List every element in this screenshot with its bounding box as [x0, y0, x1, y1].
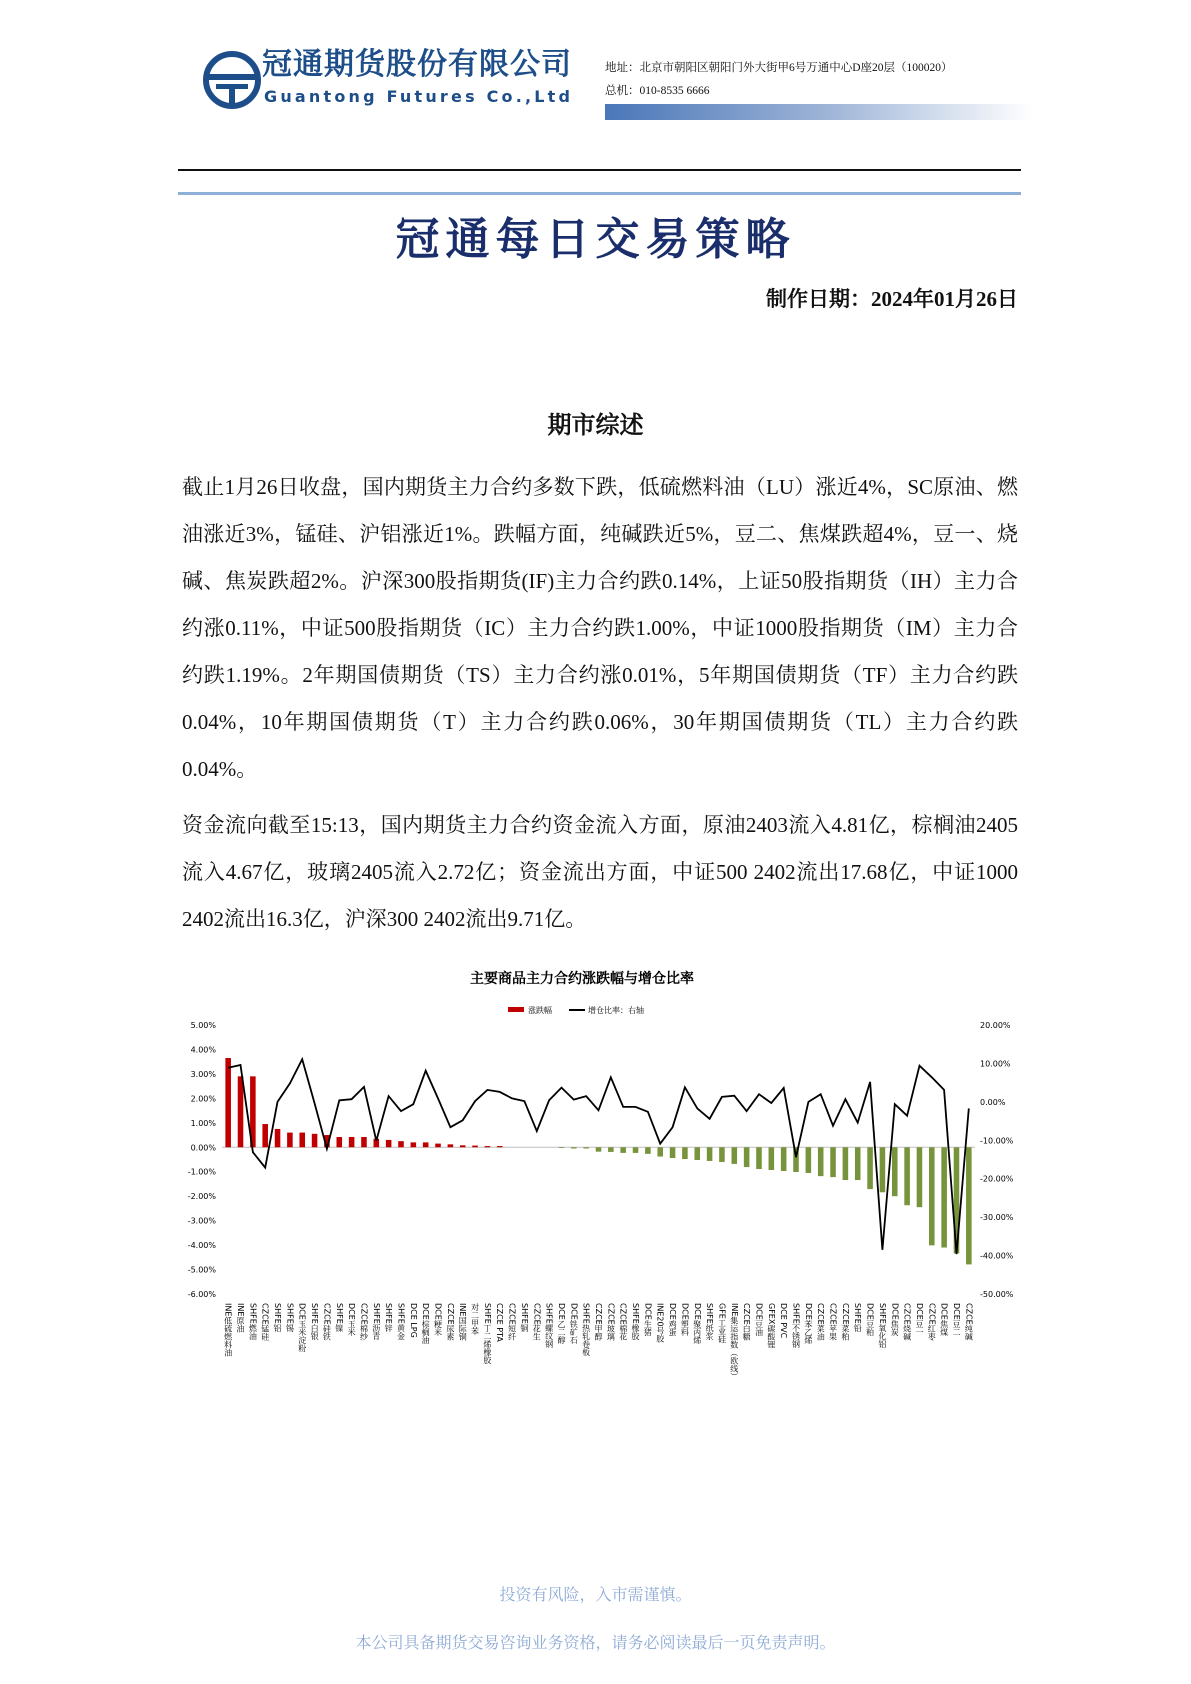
x-axis-label: DCE焦炭 [890, 1303, 900, 1336]
x-axis-label: DCE豆粕 [865, 1303, 875, 1336]
x-axis-label: DCE粳米 [433, 1303, 443, 1336]
bar [596, 1147, 602, 1151]
right-axis-tick-label: -40.00% [980, 1251, 1014, 1261]
bar [719, 1147, 725, 1162]
bar [312, 1134, 318, 1147]
x-axis-label: CZCE菜油 [816, 1303, 826, 1341]
x-axis-label: CZCE棉花 [618, 1303, 628, 1341]
x-axis-label: CZCE锰硅 [260, 1303, 270, 1341]
bar [411, 1142, 417, 1147]
risk-warning: 投资有风险，入市需谨慎。 [499, 1585, 692, 1604]
x-axis-label: CZCE硅铁 [322, 1303, 332, 1341]
bar [559, 1147, 565, 1148]
bar [941, 1147, 947, 1247]
x-axis-label: CZCE纯碱 [964, 1303, 974, 1341]
x-axis-label: GFE工业硅 [717, 1303, 727, 1343]
x-axis-label: SHFE沥青 [371, 1303, 381, 1340]
x-axis-label: DCE PVC [779, 1303, 789, 1339]
x-axis-label: DCE LPG [408, 1303, 418, 1338]
bar [843, 1147, 849, 1180]
x-axis-label: SHFE橡胶 [631, 1303, 641, 1340]
bar [386, 1140, 392, 1147]
divider [178, 192, 1021, 195]
bar [423, 1142, 429, 1147]
x-axis-label: CZCE玻璃 [606, 1303, 616, 1341]
bar [732, 1147, 738, 1164]
bar [275, 1129, 281, 1147]
x-axis-label: INE原油 [236, 1303, 246, 1333]
legend-swatch-bar [508, 1007, 524, 1012]
right-axis-tick-label: 10.00% [980, 1059, 1011, 1069]
x-axis-label: DCE玉米淀粉 [297, 1303, 307, 1352]
company-logo-icon [202, 48, 262, 112]
report-date: 制作日期：2024年01月26日 [766, 287, 1018, 311]
bar [460, 1145, 466, 1147]
right-axis-tick-label: -20.00% [980, 1174, 1014, 1184]
left-axis-tick-label: -6.00% [187, 1290, 216, 1299]
bar [880, 1147, 886, 1192]
bar [398, 1141, 404, 1147]
right-axis-tick-label: -30.00% [980, 1213, 1014, 1223]
x-axis-label: CZCE菜粕 [840, 1303, 850, 1341]
x-axis-label: INE低硫燃料油 [223, 1303, 233, 1357]
legend-label-line: 增仓比率：右轴 [588, 1006, 644, 1015]
chart-title: 主要商品主力合约涨跌幅与增仓比率 [470, 971, 694, 987]
bar [472, 1146, 478, 1148]
x-axis-label: SHFE锡 [285, 1303, 295, 1332]
x-axis-label: DCE玉米 [347, 1303, 357, 1336]
x-axis-label: DCE鸡蛋 [668, 1303, 678, 1336]
bar [238, 1076, 244, 1147]
x-axis-label: SHFE白银 [310, 1303, 320, 1340]
x-axis-label: DCE聚丙烯 [692, 1303, 702, 1344]
bar [769, 1147, 775, 1170]
bar [645, 1147, 651, 1154]
bar [448, 1144, 454, 1147]
x-axis-label: CZCE棉纱 [359, 1303, 369, 1341]
bar [435, 1144, 441, 1148]
bar [867, 1147, 873, 1189]
bar [744, 1147, 750, 1167]
left-axis-tick-label: -1.00% [187, 1167, 216, 1177]
x-axis-label: SHFE螺纹钢 [544, 1303, 554, 1348]
x-axis-label: SHFE锌 [384, 1303, 394, 1332]
x-axis-label: SHFE不锈钢 [791, 1303, 801, 1348]
left-axis-tick-label: 1.00% [190, 1118, 216, 1128]
x-axis-label: SHFE丁二烯橡胶 [482, 1303, 492, 1364]
left-axis-tick-label: -5.00% [187, 1265, 216, 1275]
bar [904, 1147, 910, 1205]
x-axis-label: INE20号胶 [655, 1303, 665, 1343]
x-axis-label: INE国际铜 [458, 1303, 468, 1341]
section-title: 期市综述 [547, 413, 644, 439]
x-axis-label: DCE铁矿石 [569, 1303, 579, 1344]
left-axis-tick-label: -2.00% [187, 1192, 216, 1202]
page-title: 冠通每日交易策略 [395, 215, 796, 264]
x-axis-label: SHFE镍 [334, 1303, 344, 1332]
bar [620, 1147, 626, 1153]
x-axis-label: CZCE白糖 [742, 1303, 752, 1341]
bar [361, 1137, 367, 1147]
bar [929, 1147, 935, 1245]
bar [287, 1133, 293, 1148]
left-axis-tick-label: 0.00% [190, 1143, 216, 1153]
x-axis-label: CZCE尿素 [445, 1303, 455, 1341]
x-axis-label: CZCE甲醇 [594, 1303, 603, 1341]
bar [830, 1147, 836, 1177]
chart-legend [508, 1005, 644, 1015]
x-axis-label: CZCE烧碱 [902, 1303, 912, 1341]
bar [966, 1147, 972, 1264]
report-body [182, 464, 1018, 1407]
bar [818, 1147, 824, 1176]
legend-label-bar: 涨跌幅 [528, 1006, 552, 1015]
bar [855, 1147, 861, 1180]
company-name-cn: 冠通期货股份有限公司 [262, 47, 572, 82]
x-axis-label: SHFE铝 [273, 1303, 283, 1332]
x-axis-label: CZCE红枣 [927, 1303, 937, 1341]
x-axis-label: SHFE燃油 [248, 1303, 258, 1340]
bar [917, 1147, 923, 1207]
bar [497, 1146, 503, 1147]
bar [225, 1058, 231, 1147]
left-axis-tick-label: 4.00% [190, 1045, 216, 1055]
x-axis-label: DCE生猪 [643, 1303, 653, 1336]
x-axis-label: DCE塑料 [680, 1303, 690, 1336]
left-axis-tick-label: -3.00% [187, 1216, 216, 1226]
bar [349, 1137, 355, 1147]
x-axis-label: DCE乙二醇 [556, 1303, 566, 1344]
left-axis-tick-label: 5.00% [190, 1021, 216, 1030]
x-axis-label: SHFE黄金 [396, 1303, 406, 1340]
paragraph: 资金流向截至15:13，国内期货主力合约资金流入方面，原油2403流入4.81亿，棕榈油2405流入4.67亿，玻璃2405流入2.72亿；资金流出方面，中证500 2402流出17.68亿，中证1000 2402流出16.3亿，沪深300 2402流出9.71亿。 [182, 813, 1018, 931]
x-axis-label: GFEX碳酸锂 [766, 1303, 776, 1349]
x-axis-label: DCE豆油 [754, 1303, 764, 1336]
x-axis-label: SHFE热轧卷板 [581, 1303, 591, 1356]
disclaimer: 本公司具备期货交易咨询业务资格，请务必阅读最后一页免责声明。 [355, 1633, 836, 1652]
x-axis-label: DCE棕榈油 [421, 1303, 431, 1344]
x-axis-label: DCE豆二 [951, 1303, 961, 1336]
right-axis-tick-label: 0.00% [980, 1097, 1006, 1107]
x-axis-label: DCE苯乙烯 [803, 1303, 813, 1344]
chart [182, 957, 1018, 1407]
x-axis-label: DCE焦煤 [939, 1303, 949, 1336]
x-axis-label: SHFE铜 [519, 1303, 529, 1332]
bar [583, 1147, 589, 1148]
left-axis-tick-label: 2.00% [190, 1094, 216, 1104]
paragraph: 截止1月26日收盘，国内期货主力合约多数下跌，低硫燃料油（LU）涨近4%，SC原油、燃油涨近3%，锰硅、沪铝涨近1%。跌幅方面，纯碱跌近5%，豆二、焦煤跌超4%，豆一、烧碱、焦炭跌超2%。沪深300股指期货(IF)主力合约跌0.14%，上证50股指期货（IH）主力合约涨0.11%，中证500股指期货（IC）主力合约跌1.00%，中证1000股指期货（IM）主力合约跌1.19%。2年期国债期货（TS）主力合约涨0.01%，5年期国债期货（TF）主力合约跌0.04%，10年期国债期货（T）主力合约跌0.06%，30年期国债期货（TL）主力合约跌0.04%。 [182, 475, 1018, 781]
left-axis-tick-label: 3.00% [190, 1069, 216, 1079]
divider [178, 169, 1021, 171]
x-axis-label: CZCE花生 [532, 1303, 542, 1341]
bar [707, 1147, 713, 1161]
bar [694, 1147, 700, 1160]
x-axis-label: CZCE短纤 [507, 1303, 517, 1341]
right-axis-tick-label: 20.00% [980, 1021, 1011, 1030]
bar [485, 1146, 491, 1147]
bar [571, 1147, 577, 1148]
x-axis-label: CZCE苹果 [828, 1303, 838, 1341]
bar [633, 1147, 639, 1153]
bar [682, 1147, 688, 1159]
bar [299, 1133, 305, 1148]
bar [892, 1147, 898, 1196]
bar [262, 1124, 268, 1147]
header-gradient-bar [605, 104, 1035, 120]
right-axis-tick-label: -50.00% [980, 1290, 1014, 1299]
company-address: 地址：北京市朝阳区朝阳门外大街甲6号万通中心D座20层（100020） [605, 62, 953, 74]
bar [806, 1147, 812, 1173]
x-axis-label: SHFE氧化铝 [877, 1303, 887, 1348]
x-axis-label: SHFE纸浆 [705, 1303, 715, 1340]
right-axis-tick-label: -10.00% [980, 1136, 1014, 1146]
x-axis-label: SHFE铅 [853, 1303, 863, 1332]
bar [336, 1137, 342, 1147]
bar [781, 1147, 787, 1171]
bar [756, 1147, 762, 1169]
x-axis-label: DCE豆一 [914, 1303, 924, 1336]
x-axis-label: 对二甲苯 [470, 1303, 480, 1335]
bar [608, 1147, 614, 1152]
company-name-en: Guantong Futures Co.,Ltd [264, 87, 574, 106]
x-axis-label: INE集运指数（欧线） [729, 1303, 739, 1381]
bar [670, 1147, 676, 1158]
left-axis-tick-label: -4.00% [187, 1241, 216, 1251]
x-axis-label: CZCE PTA [495, 1303, 505, 1342]
company-phone: 总机：010-8535 6666 [605, 85, 710, 97]
bar [657, 1147, 663, 1156]
